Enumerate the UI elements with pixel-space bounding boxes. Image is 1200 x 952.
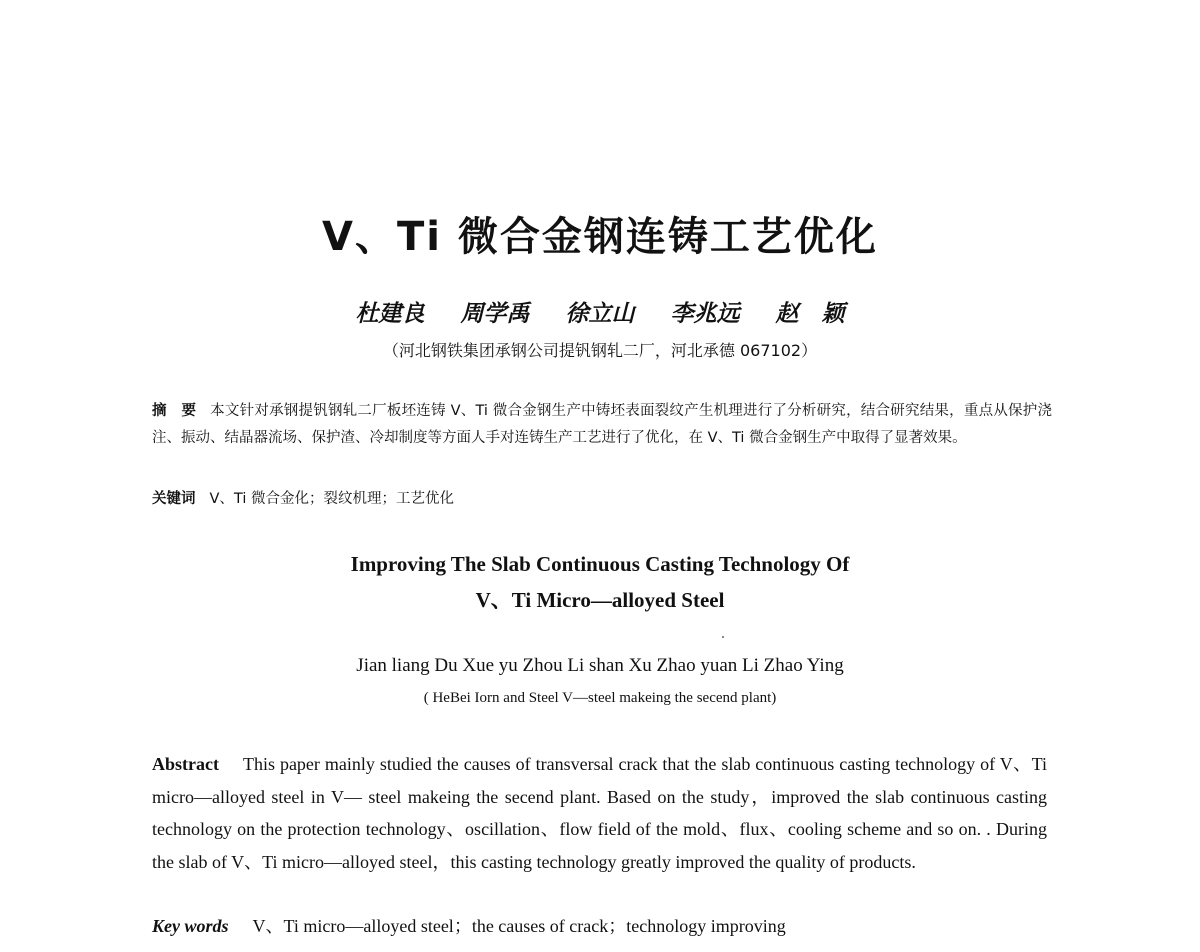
- affiliation-english: ( HeBei Iorn and Steel V—steel makeing the secend plant): [423, 690, 777, 706]
- abstract-label-chinese: 摘 要: [152, 403, 197, 419]
- author-name: 杜建良: [355, 300, 425, 327]
- author-name: 周学禹: [460, 300, 530, 327]
- keywords-chinese: [152, 486, 1052, 513]
- abstract-text-chinese: 本文针对承钢提钒钢轧二厂板坯连铸 V、Ti 微合金钢生产中铸坯表面裂纹产生机理进行了分析研究，结合研究结果，重点从保护浇注、振动、结晶器流场、保护渣、冷却制度等方面人手对连铸生产工艺进行了优化，在 V、Ti 微合金钢生产中取得了显著效果。: [152, 403, 1052, 446]
- author-name: 李兆远: [670, 300, 740, 327]
- author-list-chinese: [0, 295, 1200, 328]
- abstract-chinese: [152, 398, 1052, 452]
- author-name: 赵 颖: [775, 300, 845, 327]
- author-list-english: Jian liang Du Xue yu Zhou Li shan Xu Zhao yuan Li Zhao Ying: [356, 655, 844, 676]
- keywords-label-english: Key words: [152, 916, 229, 936]
- paper-title-english-line2: V、Ti Micro—alloyed Steel: [475, 588, 725, 612]
- stray-dot: [722, 636, 724, 638]
- keywords-text-english: V、Ti micro—alloyed steel；the causes of crack；technology improving: [252, 916, 786, 936]
- paper-title-english: [0, 546, 1200, 618]
- abstract-english: [152, 748, 1047, 878]
- paper-title-english-line1: Improving The Slab Continuous Casting Technology Of: [350, 552, 850, 576]
- author-name: 徐立山: [565, 300, 635, 327]
- affiliation-chinese: （河北钢铁集团承钢公司提钒钢轧二厂，河北承德 067102）: [382, 341, 818, 360]
- keywords-english: [152, 910, 1047, 943]
- paper-title-chinese: V、Ti 微合金钢连铸工艺优化: [322, 214, 878, 260]
- abstract-label-english: Abstract: [152, 754, 219, 774]
- keywords-text-chinese: V、Ti 微合金化；裂纹机理；工艺优化: [209, 491, 454, 507]
- abstract-text-english: This paper mainly studied the causes of transversal crack that the slab continuous casting technology of V、Ti micro—alloyed steel in V— steel makeing the secend plant. Based on the study，improved the slab continuous casting technology on the protection technology、oscillation、flow field of the mold、flux、cooling scheme and so on. . During the slab of V、Ti micro—alloyed steel，this casting technology greatly improved the quality of products.: [152, 754, 1047, 872]
- keywords-label-chinese: 关键词: [152, 491, 196, 507]
